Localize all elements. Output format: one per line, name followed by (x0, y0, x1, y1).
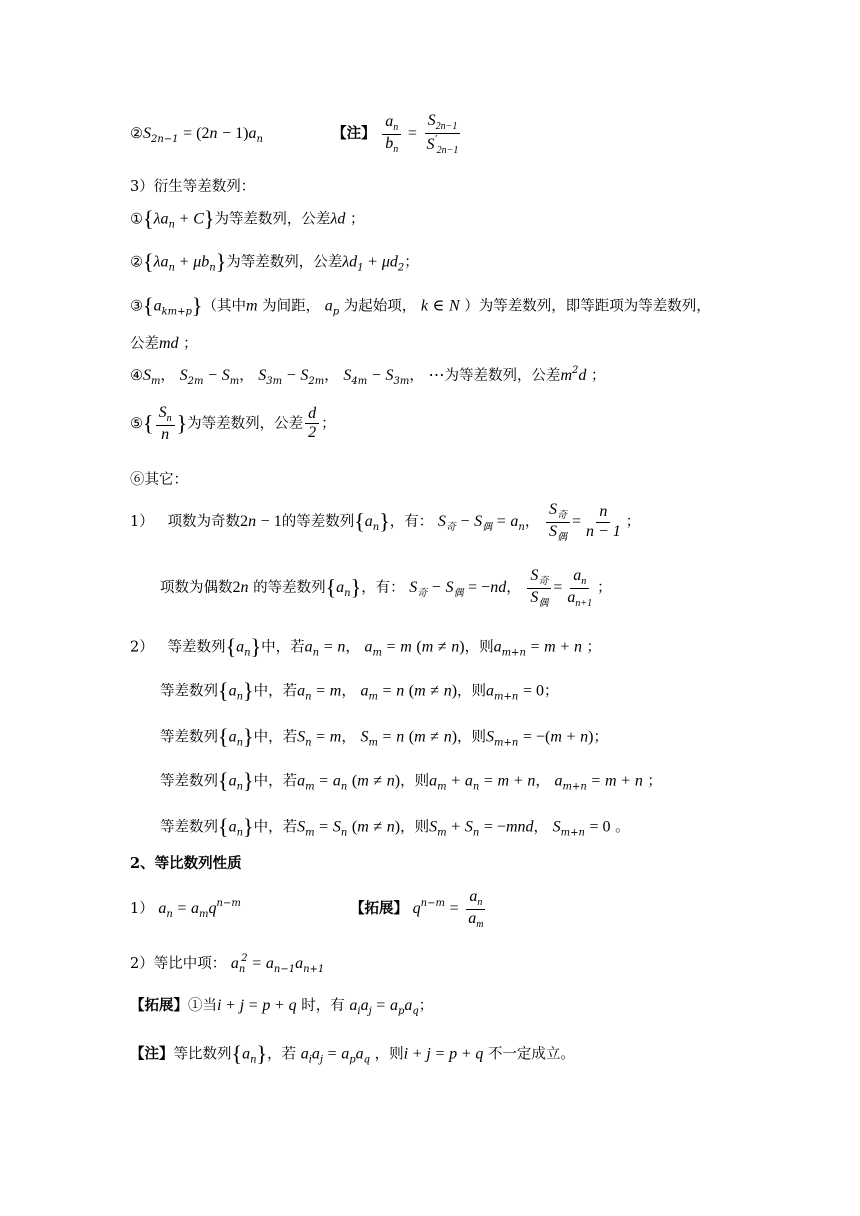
rule-line-1: 2） 等差数列$\{a_n\}$中，若$a_n = n$， $a_m = m$ (m ≠ n)，则$a_{m+n} = m + n$ ； (130, 634, 602, 659)
property-4: $④S_m$， $S_{2m} - S_m$， $S_{3m} - S_{2m}$， $S_{4m} - S_{3m}$， ⋯为等差数列，公差$m^2d$ ； (130, 365, 606, 387)
subheading-derived-sequences: 3）衍生等差数列： (130, 179, 256, 195)
rule-line-4: 等差数列$\{a_n\}$中，若$a_m = a_n$ (m ≠ n)，则$a_m + a_n = m + n$， $a_{m+n} = m + n$ ； (160, 768, 662, 793)
property-3: $③\{a_{km+p}\}$（其中m 为间距， $a_p$ 为起始项， k ∈ N ）为等差数列，即等距项为等差数列， (130, 293, 711, 318)
odd-terms-line: 1） 项数为奇数2n − 1的等差数列$\{a_n\}$，有： $S_奇 - S_偶 = a_n$， $\frac{S_奇}{S_偶}$ = $\frac{n}{n - 1}$ ； (130, 501, 641, 543)
geometric-property-1: 1） $a_n = a_mq^{n-m}$ 【拓展】 $q^{n-m}$ = $\frac{a_n}{a_m}$ (130, 888, 484, 930)
property-6-heading: ⑥其它： (130, 472, 188, 488)
formula-line-s2n-1: $②S_{2n-1} = (2n - 1)a_n$ 【注】 $\frac{a_n}{b_n}$ = $\frac{S_{2n-1}}{S'_{2n-1}}$ (130, 112, 459, 156)
property-1: $①\{\lambda a_n + C\}$为等差数列，公差λd ； (130, 206, 365, 231)
geometric-note: 【注】等比数列$\{a_n\}$，若 $a_ia_j = a_pa_q$ ，则i + j = p + q 不一定成立。 (130, 1041, 575, 1066)
rule-line-3: 等差数列$\{a_n\}$中，若$S_n = m$， $S_m = n$ (m ≠ n)，则$S_{m+n} = -(m + n)$； (160, 724, 608, 749)
geometric-extension: 【拓展】①当i + j = p + q 时，有 $a_ia_j = a_pa_q$； (130, 997, 434, 1017)
property-5: ⑤{ $\frac{S_n}{n}$ }为等差数列，公差 $\frac{d}{2}$ ； (130, 404, 336, 443)
property-3-cont: 公差md ； (130, 335, 198, 352)
section-heading-geometric: 2、等比数列性质 (130, 855, 242, 872)
rule-line-5: 等差数列$\{a_n\}$中，若$S_m = S_n$ (m ≠ n)，则$S_m + S_n = -mnd$， $S_{m+n} = 0$ 。 (160, 814, 630, 839)
property-2: $②\{\lambda a_n + \mu b_n\}$为等差数列，公差$\lambda d_1 + \mu d_2$； (130, 249, 419, 274)
even-terms-line: 项数为偶数2n 的等差数列$\{a_n\}$，有： $S_奇 - S_偶 = -nd$， $\frac{S_奇}{S_偶}$ = $\frac{a_n}{a_{n+1}}$ ； (160, 567, 612, 609)
rule-line-2: 等差数列$\{a_n\}$中，若$a_n = m$， $a_m = n$ (m ≠ n)，则$a_{m+n} = 0$； (160, 678, 559, 703)
geometric-mean: 2）等比中项： $a_n^2 = a_{n-1}a_{n+1}$ (130, 953, 325, 975)
